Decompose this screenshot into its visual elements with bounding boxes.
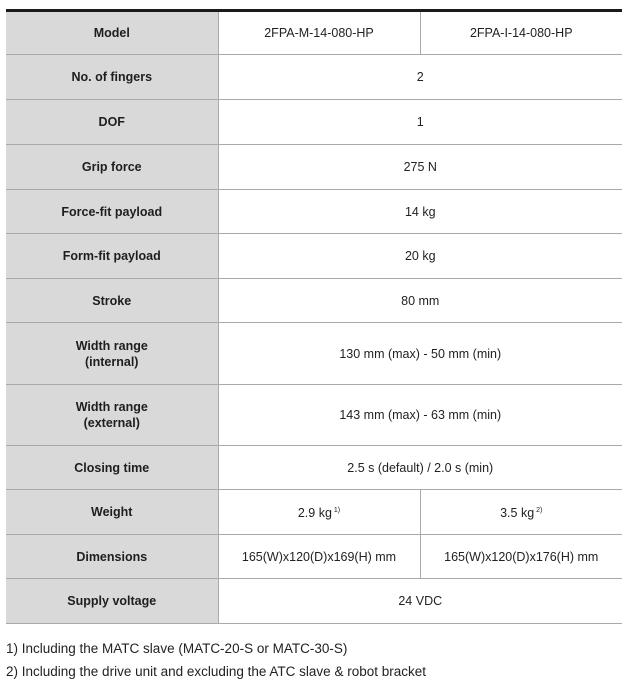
table-row bbox=[6, 279, 622, 323]
table-row bbox=[6, 490, 622, 535]
row-label-fingers: No. of fingers bbox=[6, 55, 218, 100]
label-line: Width range bbox=[75, 400, 148, 414]
row-label-force-fit-payload: Force-fit payload bbox=[6, 190, 218, 234]
table-row bbox=[6, 11, 622, 55]
footnote-2: 2) Including the drive unit and excluding the ATC slave & robot bracket bbox=[6, 664, 426, 679]
dof-value: 1 bbox=[218, 100, 622, 145]
row-label-supply-voltage: Supply voltage bbox=[6, 579, 218, 624]
force-fit-payload-value: 14 kg bbox=[218, 190, 622, 234]
table-row bbox=[6, 385, 622, 446]
row-label-dimensions: Dimensions bbox=[6, 535, 218, 579]
table-row bbox=[6, 579, 622, 624]
footnotes bbox=[6, 637, 426, 683]
table-row bbox=[6, 234, 622, 279]
width-range-internal-value: 130 mm (max) - 50 mm (min) bbox=[218, 323, 622, 385]
table-row bbox=[6, 145, 622, 190]
row-label-width-range-external bbox=[6, 385, 218, 446]
row-label-stroke: Stroke bbox=[6, 279, 218, 323]
stroke-value: 80 mm bbox=[218, 279, 622, 323]
table-row bbox=[6, 535, 622, 579]
table-row bbox=[6, 190, 622, 234]
model-value-i: 2FPA-I-14-080-HP bbox=[420, 11, 622, 55]
width-range-external-value: 143 mm (max) - 63 mm (min) bbox=[218, 385, 622, 446]
row-label-model: Model bbox=[6, 11, 218, 55]
label-line: (external) bbox=[83, 416, 140, 430]
label-line: (internal) bbox=[85, 354, 139, 369]
model-value-m: 2FPA-M-14-080-HP bbox=[218, 11, 420, 55]
row-label-dof: DOF bbox=[6, 100, 218, 145]
footnote-1: 1) Including the MATC slave (MATC-20-S or MATC-30-S) bbox=[6, 641, 348, 656]
footnote-ref-2: 2) bbox=[536, 507, 543, 514]
label-line: Width range bbox=[75, 338, 148, 353]
weight-i-text: 3.5 kg bbox=[500, 506, 535, 520]
weight-value-i bbox=[420, 490, 622, 535]
row-label-weight: Weight bbox=[6, 490, 218, 535]
weight-m-text: 2.9 kg bbox=[297, 506, 332, 520]
form-fit-payload-value: 20 kg bbox=[218, 234, 622, 279]
grip-force-value: 275 N bbox=[218, 145, 622, 190]
table-row bbox=[6, 446, 622, 490]
footnote-ref-1: 1) bbox=[333, 507, 341, 514]
row-label-grip-force: Grip force bbox=[6, 145, 218, 190]
spec-table bbox=[6, 9, 622, 624]
table-row bbox=[6, 323, 622, 385]
weight-value-m bbox=[218, 490, 420, 535]
dimensions-value-i: 165(W)x120(D)x176(H) mm bbox=[420, 535, 622, 579]
table-row bbox=[6, 55, 622, 100]
dimensions-value-m: 165(W)x120(D)x169(H) mm bbox=[218, 535, 420, 579]
row-label-form-fit-payload: Form-fit payload bbox=[6, 234, 218, 279]
table-row bbox=[6, 100, 622, 145]
fingers-value: 2 bbox=[218, 55, 622, 100]
supply-voltage-value: 24 VDC bbox=[218, 579, 622, 624]
row-label-width-range-internal bbox=[6, 323, 218, 385]
closing-time-value: 2.5 s (default) / 2.0 s (min) bbox=[218, 446, 622, 490]
row-label-closing-time: Closing time bbox=[6, 446, 218, 490]
